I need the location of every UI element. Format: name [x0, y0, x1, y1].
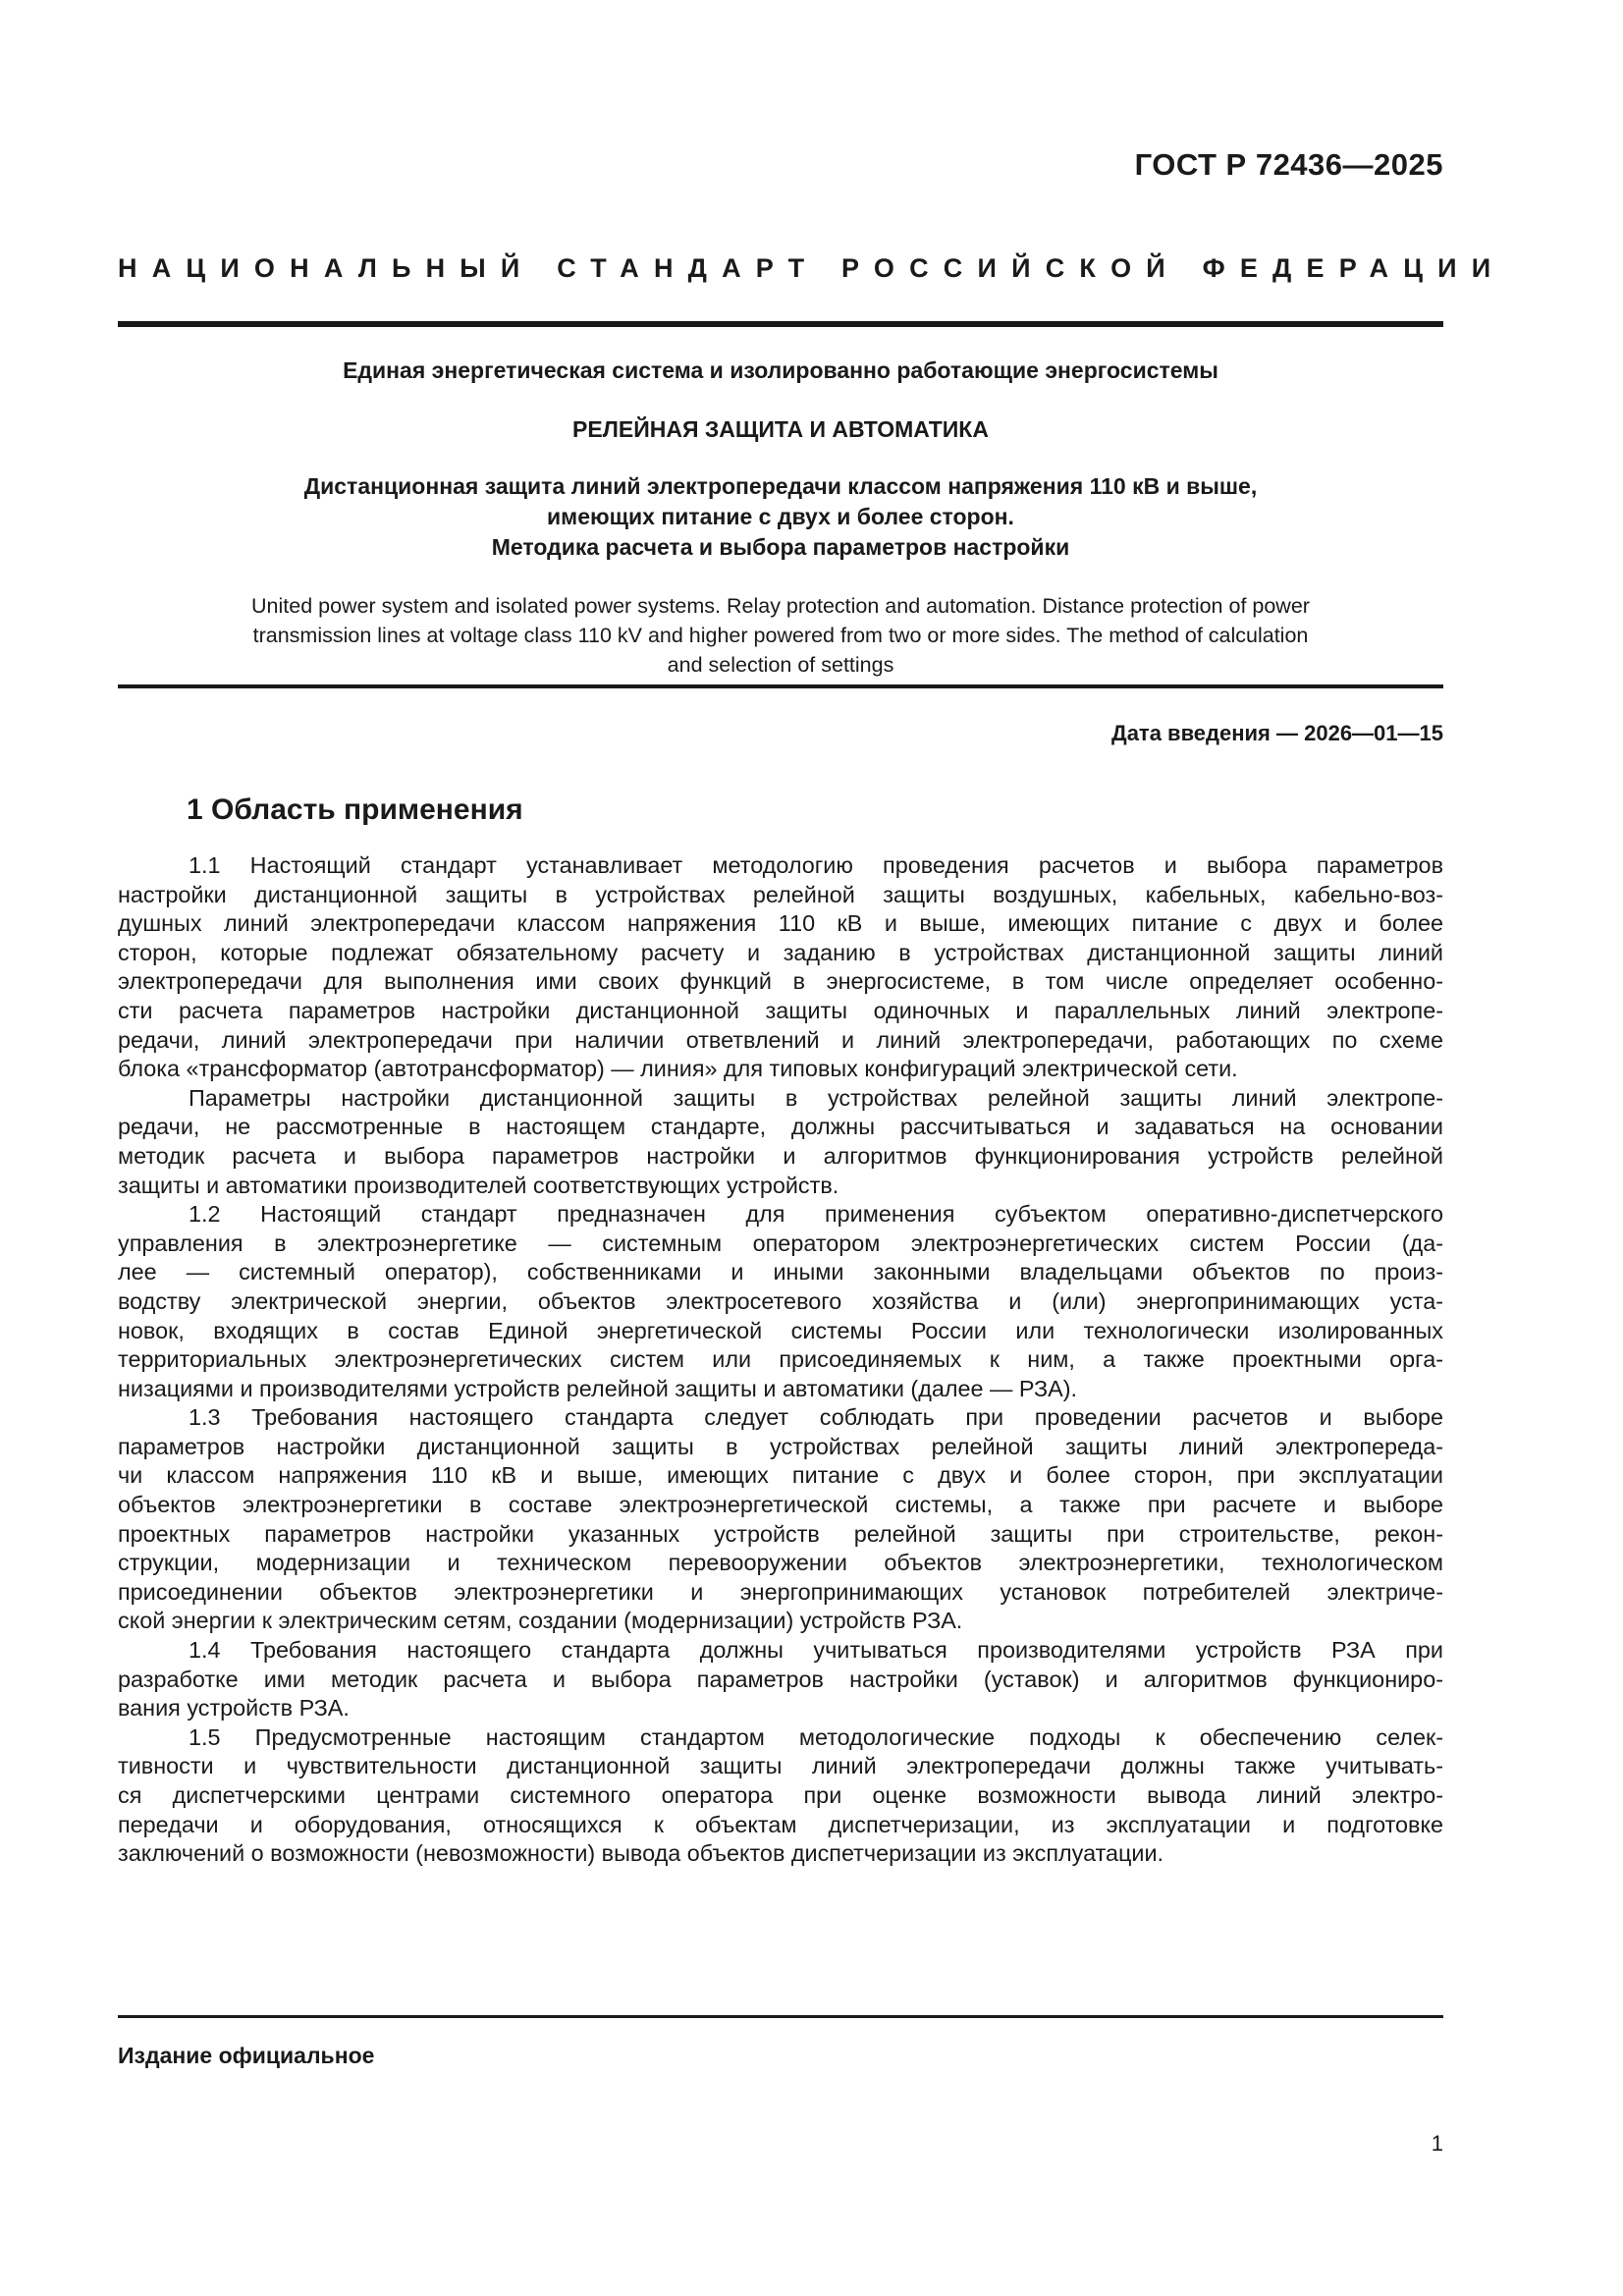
paragraph-line: объектов электроэнергетики в составе электроэнергетической системы, а также при расчете и выборе [118, 1492, 1443, 1518]
english-title-line: and selection of settings [667, 653, 894, 677]
subject-title [118, 471, 1443, 563]
introduction-date: Дата введения — 2026—01—15 [1111, 721, 1443, 745]
paragraph-line: редачи, линий электропередачи при наличии ответвлений и линий электропередачи, работающих по схеме [118, 1026, 1443, 1053]
subject-title-line: Дистанционная защита линий электропередачи классом напряжения 110 кВ и выше, [303, 473, 1258, 499]
english-title-line: United power system and isolated power systems. Relay protection and automation. Distance protection of power [251, 594, 1310, 618]
paragraph-line: управления в электроэнергетике — системным оператором электроэнергетических систем России (да- [118, 1230, 1443, 1256]
paragraph-line: сторон, которые подлежат обязательному расчету и заданию в устройствах дистанционной защиты линий [118, 939, 1443, 965]
paragraph-line: параметров настройки дистанционной защиты в устройствах релейной защиты линий электропереда- [118, 1433, 1443, 1459]
paragraph-line: ся диспетчерскими центрами системного оператора при оценке возможности вывода линий электро- [118, 1782, 1443, 1808]
topic-title: РЕЛЕЙНАЯ ЗАЩИТА И АВТОМАТИКА [572, 416, 989, 442]
section-heading: 1 Область применения [187, 793, 523, 826]
paragraph-line: 1.4 Требования настоящего стандарта должны учитываться производителями устройств РЗА при [189, 1637, 1443, 1664]
paragraph-line: 1.5 Предусмотренные настоящим стандартом методологические подходы к обеспечению селек- [189, 1723, 1443, 1750]
paragraph-line: ской энергии к электрическим сетям, создании (модернизации) устройств РЗА. [118, 1608, 963, 1634]
title-divider [118, 684, 1443, 688]
paragraph-line: сти расчета параметров настройки дистанционной защиты одиночных и параллельных линий электропе- [118, 997, 1443, 1023]
page-number: 1 [1431, 2131, 1443, 2156]
english-title [147, 591, 1414, 680]
footer-divider [118, 2015, 1443, 2018]
paragraph-line: чи классом напряжения 110 кВ и выше, имеющих питание с двух и более сторон, при эксплуатации [118, 1462, 1443, 1489]
paragraph-line: вания устройств РЗА. [118, 1695, 350, 1722]
paragraph-line: заключений о возможности (невозможности) вывода объектов диспетчеризации из эксплуатации. [118, 1840, 1164, 1867]
paragraph-line: 1.2 Настоящий стандарт предназначен для применения субъектом оперативно-диспетчерского [189, 1201, 1443, 1228]
paragraph-line: защиты и автоматики производителей соответствующих устройств. [118, 1172, 839, 1198]
subject-title-line: Методика расчета и выбора параметров настройки [491, 534, 1070, 560]
paragraph-line: методик расчета и выбора параметров настройки и алгоритмов функционирования устройств релейной [118, 1142, 1443, 1169]
paragraph-line: передачи и оборудования, относящихся к объектам диспетчеризации, из эксплуатации и подготовке [118, 1811, 1443, 1837]
paragraph-line: присоединении объектов электроэнергетики и энергопринимающих установок потребителей электриче- [118, 1578, 1443, 1605]
paragraph-line: 1.1 Настоящий стандарт устанавливает методологию проведения расчетов и выбора параметров [189, 852, 1443, 878]
paragraph-line: разработке ими методик расчета и выбора параметров настройки (уставок) и алгоритмов функциониро- [118, 1666, 1443, 1692]
standard-number: ГОСТ Р 72436—2025 [1134, 147, 1443, 182]
official-edition-label: Издание официальное [118, 2043, 375, 2068]
english-title-line: transmission lines at voltage class 110 kV and higher powered from two or more sides. The method of calculation [252, 624, 1309, 647]
paragraph-line: электропередачи для выполнения ими своих функций в энергосистеме, в том числе определяет особенно- [118, 968, 1443, 995]
paragraph-line: душных линий электропередачи классом напряжения 110 кВ и выше, имеющих питание с двух и более [118, 910, 1443, 937]
paragraph-line: настройки дистанционной защиты в устройствах релейной защиты воздушных, кабельных, кабельно-воз- [118, 881, 1443, 907]
paragraph-line: 1.3 Требования настоящего стандарта следует соблюдать при проведении расчетов и выборе [189, 1404, 1443, 1431]
paragraph-line: тивности и чувствительности дистанционной защиты линий электропередачи должны также учитывать- [118, 1753, 1443, 1779]
system-title: Единая энергетическая система и изолированно работающие энергосистемы [343, 357, 1218, 383]
paragraph-line: лее — системный оператор), собственниками и иными законными владельцами объектов по произ- [118, 1259, 1443, 1285]
paragraph-line: блока «трансформатор (автотрансформатор) — линия» для типовых конфигураций электрической сети. [118, 1056, 1238, 1082]
paragraph-line: струкции, модернизации и техническом перевооружении объектов электроэнергетики, технологическом [118, 1550, 1443, 1576]
paragraph-line: Параметры настройки дистанционной защиты в устройствах релейной защиты линий электропе- [189, 1084, 1443, 1111]
subject-title-line: имеющих питание с двух и более сторон. [547, 504, 1014, 529]
paragraph-line: низациями и производителями устройств релейной защиты и автоматики (далее — РЗА). [118, 1375, 1078, 1401]
document-page [118, 0, 1506, 2296]
paragraph-line: редачи, не рассмотренные в настоящем стандарте, должны рассчитываться и задаваться на основании [118, 1114, 1443, 1140]
section-body [118, 851, 1443, 1869]
national-standard-title: НАЦИОНАЛЬНЫЙ СТАНДАРТ РОССИЙСКОЙ ФЕДЕРАЦИИ [118, 253, 1506, 283]
top-divider [118, 321, 1443, 327]
paragraph-line: новок, входящих в состав Единой энергетической системы России или технологически изолированных [118, 1317, 1443, 1343]
paragraph-line: территориальных электроэнергетических систем или присоединяемых к ним, а также проектными орга- [118, 1346, 1443, 1373]
paragraph-line: водству электрической энергии, объектов электросетевого хозяйства и (или) энергопринимающих уста- [118, 1287, 1443, 1314]
paragraph-line: проектных параметров настройки указанных устройств релейной защиты при строительстве, рекон- [118, 1520, 1443, 1547]
